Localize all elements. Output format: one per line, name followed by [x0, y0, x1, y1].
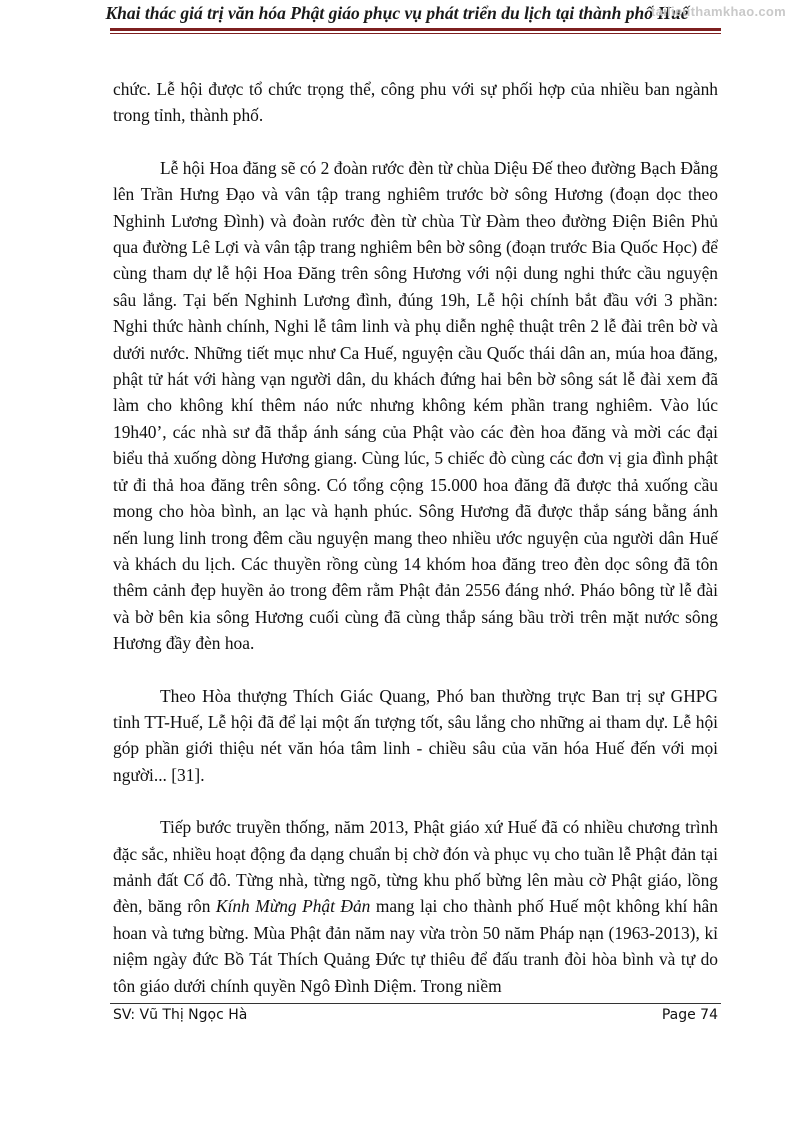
paragraph-4-part-2: mang lại cho thành phố Huế một không khí hân hoan và tưng bừng. Mùa Phật đản năm nay vừa tròn 50 năm Pháp nạn (1963-2013), kỉ niệm ngày đức Bồ Tát Thích Quảng Đức tự thiêu để đấu tranh đòi hòa bình và tự do tôn giáo dưới chính quyền Ngô Đình Diệm. Trong niềm [113, 896, 718, 996]
watermark-text: tailieuthamkhao.com [650, 4, 786, 19]
footer-page-number: Page 74 [661, 1007, 718, 1023]
footer-rule [110, 1003, 721, 1004]
paragraph-3: Theo Hòa thượng Thích Giác Quang, Phó ban thường trực Ban trị sự GHPG tỉnh TT-Huế, Lễ hội đã để lại một ấn tượng tốt, sâu lắng cho những ai tham dự. Lễ hội góp phần giới thiệu nét văn hóa tâm linh - chiều sâu của văn hóa Huế đến với mọi người... [31]. [113, 685, 718, 785]
header-rule-thick [110, 28, 721, 31]
paragraph-2: Lễ hội Hoa đăng sẽ có 2 đoàn rước đèn từ chùa Diệu Đế theo đường Bạch Đằng lên Trần Hưng Đạo và vân tập trang nghiêm trước bờ sông Hương (đoạn dọc theo Nghinh Lương Đình) và đoàn rước đèn từ chùa Từ Đàm theo đường Điện Biên Phủ qua đường Lê Lợi và vân tập trang nghiêm bên bờ sông (đoạn trước Bia Quốc Học) để cùng tham dự lễ hội Hoa Đăng trên sông Hương với nội dung nghi thức cầu nguyện sâu lắng. Tại bến Nghinh Lương đình, đúng 19h, Lễ hội chính bắt đầu với 3 phần: Nghi thức hành chính, Nghi lễ tâm linh và phụ diễn nghệ thuật trên 2 lễ đài trên bờ và dưới nước. Những tiết mục như Ca Huế, nguyện cầu Quốc thái dân an, múa hoa đăng, phật tử hát với hàng vạn người dân, du khách đứng hai bên bờ sông sát lễ đài xem đã làm cho không khí thêm náo nức nhưng không kém phần trang nghiêm. Vào lúc 19h40’, các nhà sư đã thắp ánh sáng của Phật vào các đèn hoa đăng và mời các đại biểu thả xuống dòng Hương giang. Cùng lúc, 5 chiếc đò cùng các đơn vị gia đình phật tử đi thả hoa đăng trên sông. Có tổng cộng 15.000 hoa đăng đã được thả xuống cầu mong cho hòa bình, an lạc và hạnh phúc. Sông Hương đã được thắp sáng bằng ánh nến lung linh trong đêm cầu nguyện mang theo nhiều ước nguyện của người dân Huế và khách du lịch. Các thuyền rồng cùng 14 khóm hoa đăng treo đèn dọc sông đã tôn thêm cảnh đẹp huyền ảo trong đêm rằm Phật đản 2556 đáng nhớ. Pháo bông từ lễ đài và bờ bên kia sông Hương cuối cùng đã cùng thắp sáng bầu trời trên mặt nước sông Hương đầy đèn hoa. [113, 157, 718, 654]
footer-author: SV: Vũ Thị Ngọc Hà [113, 1007, 248, 1023]
paragraph-1: chức. Lễ hội được tổ chức trọng thể, công phu với sự phối hợp của nhiều ban ngành trong tỉnh, thành phố. [113, 79, 718, 126]
running-header-title: Khai thác giá trị văn hóa Phật giáo phục vụ phát triển du lịch tại thành phố Huế [105, 3, 689, 23]
paragraph-4 [113, 814, 718, 999]
page-body [113, 76, 718, 1025]
header-rule-thin [110, 33, 721, 34]
paragraph-4-part-1: Tiếp bước truyền thống, năm 2013, Phật giáo xứ Huế đã có nhiều chương trình đặc sắc, nhiều hoạt động đa dạng chuẩn bị chờ đón và phục vụ cho tuần lễ Phật đản tại mảnh đất Cố đô. Từng nhà, từng ngõ, từng khu phố bừng lên màu cờ Phật giáo, lồng đèn, băng rôn [113, 817, 718, 917]
paragraph-4-italic-phrase: Kính Mừng Phật Đản [215, 896, 371, 917]
